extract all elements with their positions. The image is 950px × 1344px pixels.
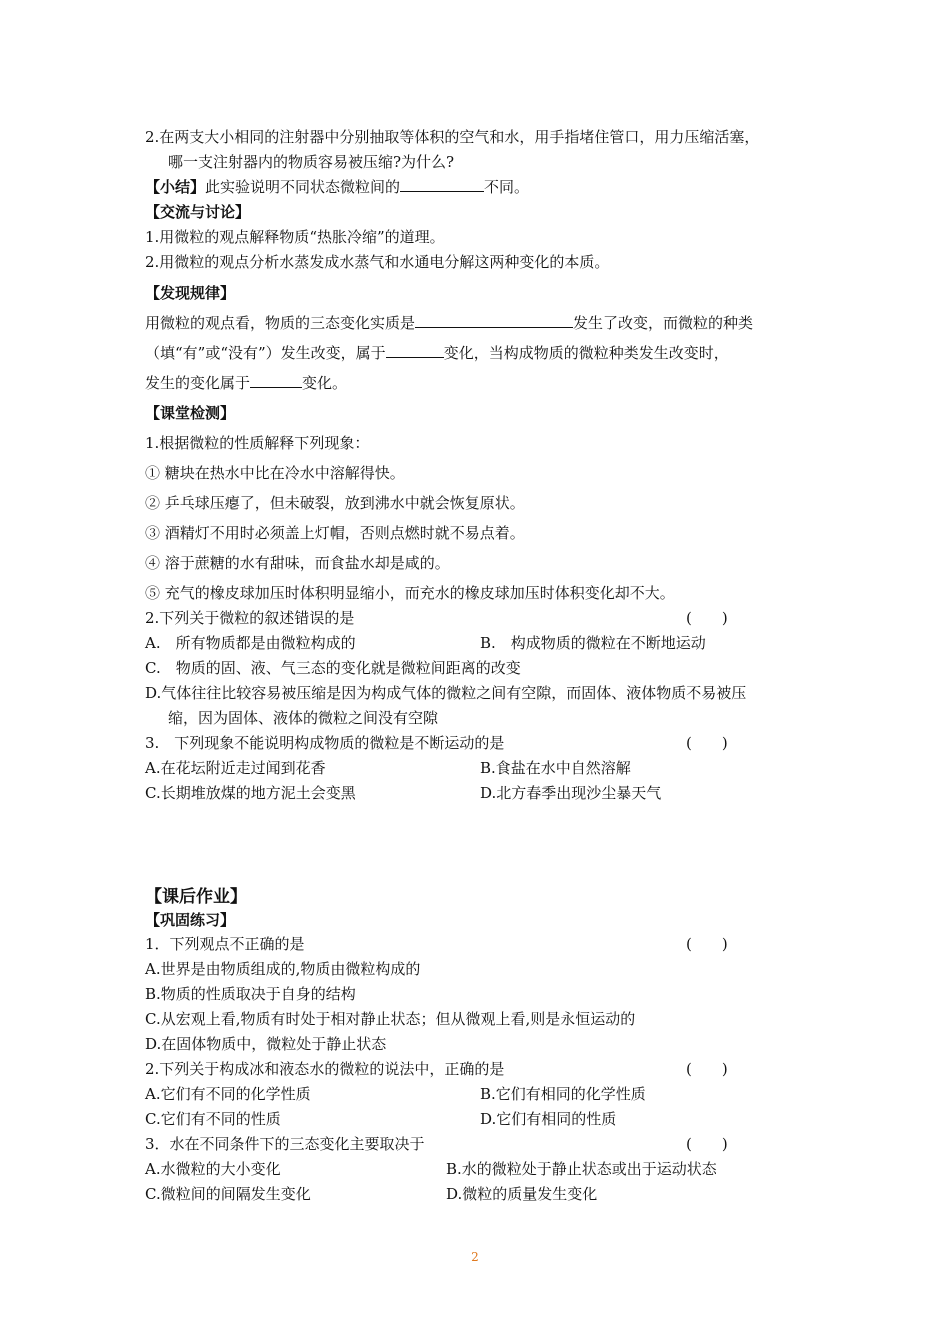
option-b: B.它们有相同的化学性质	[480, 1085, 646, 1103]
discussion-item-1: 1.用微粒的观点解释物质“热胀冷缩”的道理。	[145, 228, 445, 246]
rule-line-3	[145, 373, 347, 393]
check-question-3: 3. 下列现象不能说明构成物质的微粒是不断运动的是	[145, 734, 505, 752]
question-2-line-2: 哪一支注射器内的物质容易被压缩?为什么?	[168, 153, 455, 171]
homework-question-1: 1．下列观点不正确的是	[145, 935, 305, 953]
page-number: 2	[471, 1250, 479, 1264]
option-a: A.它们有不同的化学性质	[145, 1085, 311, 1103]
option-c: C.长期堆放煤的地方泥土会变黑	[145, 784, 356, 802]
check-question-2: 2.下列关于微粒的叙述错误的是	[145, 609, 355, 627]
check-item-4: ④ 溶于蔗糖的水有甜味，而食盐水却是咸的。	[145, 554, 450, 572]
option-c: C.微粒间的间隔发生变化	[145, 1185, 311, 1203]
summary-text: 此实验说明不同状态微粒间的	[205, 178, 401, 196]
answer-bracket: ( )	[686, 935, 728, 953]
summary-text-end: 不同。	[484, 178, 530, 196]
check-item-1: ① 糖块在热水中比在冷水中溶解得快。	[145, 464, 405, 482]
answer-blank[interactable]	[386, 343, 444, 358]
rule-line-1	[145, 313, 753, 333]
check-item-3: ③ 酒精灯不用时必须盖上灯帽，否则点燃时就不易点着。	[145, 524, 525, 542]
discussion-heading: 【交流与讨论】	[145, 203, 251, 221]
summary-heading: 【小结】	[145, 178, 206, 196]
answer-blank[interactable]	[250, 373, 302, 388]
option-a: A.水微粒的大小变化	[145, 1160, 281, 1178]
discussion-item-2: 2.用微粒的观点分析水蒸发成水蒸气和水通电分解这两种变化的本质。	[145, 253, 610, 271]
answer-bracket: ( )	[686, 609, 728, 627]
class-check-heading: 【课堂检测】	[145, 404, 236, 422]
option-c: C. 物质的固、液、气三态的变化就是微粒间距离的改变	[145, 659, 521, 677]
check-question-1: 1.根据微粒的性质解释下列现象：	[145, 434, 370, 452]
rule-text: 发生了改变，而微粒的种类	[573, 314, 754, 332]
option-d-line-2: 缩，因为固体、液体的微粒之间没有空隙	[168, 709, 439, 727]
option-b: B.水的微粒处于静止状态或出于运动状态	[446, 1160, 717, 1178]
rule-text: 用微粒的观点看，物质的三态变化实质是	[145, 314, 416, 332]
answer-blank[interactable]	[400, 177, 484, 192]
option-d-line-1: D.气体往往比较容易被压缩是因为构成气体的微粒之间有空隙，而固体、液体物质不易被压	[145, 684, 747, 702]
rule-line-2	[145, 343, 729, 363]
rule-text: 发生的变化属于	[145, 374, 251, 392]
option-b: B. 构成物质的微粒在不断地运动	[480, 634, 706, 652]
option-a: A.在花坛附近走过闻到花香	[145, 759, 326, 777]
question-2-line-1: 2.在两支大小相同的注射器中分别抽取等体积的空气和水，用手指堵住管口，用力压缩活塞，	[145, 128, 760, 146]
option-b: B.物质的性质取决于自身的结构	[145, 985, 356, 1003]
option-d: D.北方春季出现沙尘暴天气	[480, 784, 662, 802]
answer-bracket: ( )	[686, 1060, 728, 1078]
rule-text: 变化。	[302, 374, 348, 392]
homework-heading: 【课后作业】	[145, 887, 247, 907]
answer-bracket: ( )	[686, 734, 728, 752]
option-c: C.从宏观上看,物质有时处于相对静止状态；但从微观上看,则是永恒运动的	[145, 1010, 636, 1028]
answer-bracket: ( )	[686, 1135, 728, 1153]
check-item-2: ② 乒乓球压瘪了，但未破裂，放到沸水中就会恢复原状。	[145, 494, 525, 512]
rule-text: （填“有”或“没有”）发生改变，属于	[145, 344, 386, 362]
option-c: C.它们有不同的性质	[145, 1110, 281, 1128]
option-d: D.在固体物质中，微粒处于静止状态	[145, 1035, 387, 1053]
practice-subheading: 【巩固练习】	[145, 911, 236, 929]
check-item-5: ⑤ 充气的橡皮球加压时体积明显缩小，而充水的橡皮球加压时体积变化却不大。	[145, 584, 675, 602]
homework-question-2: 2.下列关于构成冰和液态水的微粒的说法中，正确的是	[145, 1060, 505, 1078]
option-d: D.它们有相同的性质	[480, 1110, 617, 1128]
option-a: A. 所有物质都是由微粒构成的	[145, 634, 356, 652]
rule-text: 变化，当构成物质的微粒种类发生改变时，	[443, 344, 729, 362]
summary-line	[145, 177, 529, 197]
option-d: D.微粒的质量发生变化	[446, 1185, 598, 1203]
option-a: A.世界是由物质组成的,物质由微粒构成的	[145, 960, 421, 978]
rule-heading: 【发现规律】	[145, 284, 236, 302]
answer-blank[interactable]	[415, 313, 573, 328]
homework-question-3: 3．水在不同条件下的三态变化主要取决于	[145, 1135, 425, 1153]
option-b: B.食盐在水中自然溶解	[480, 759, 631, 777]
